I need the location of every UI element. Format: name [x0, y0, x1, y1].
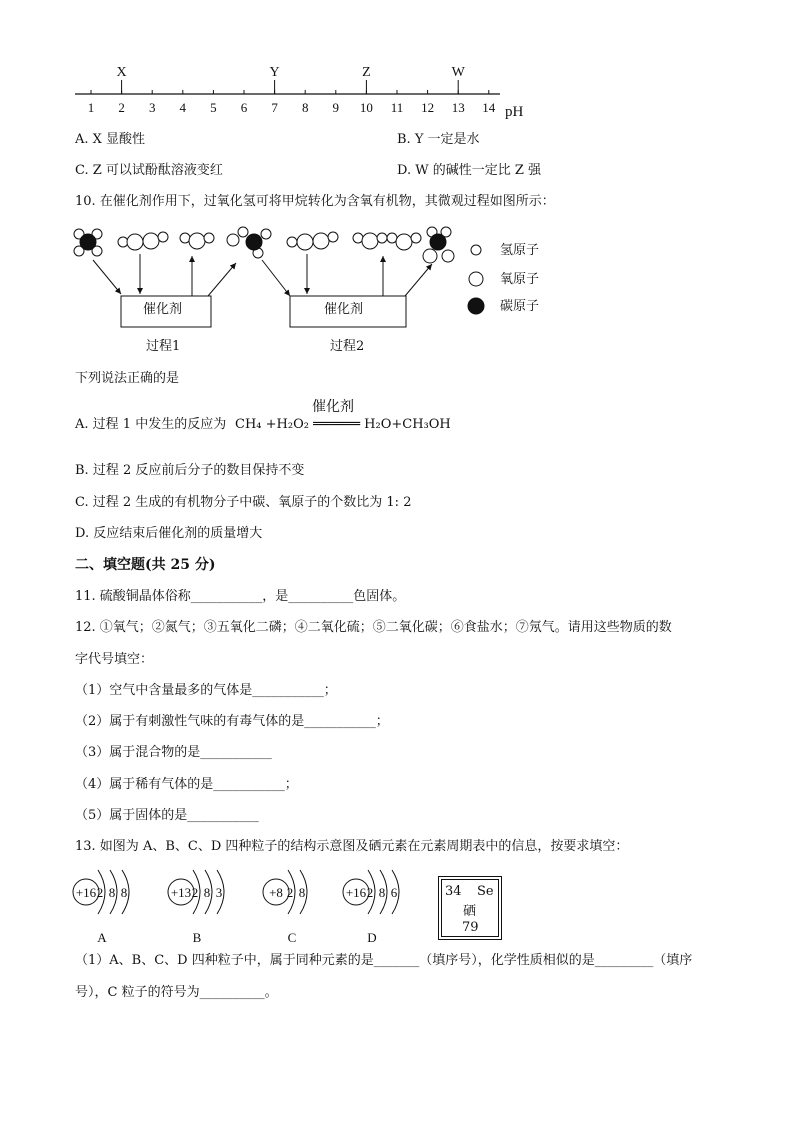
q12-item-1: （1）空气中含量最多的气体是___________；: [75, 683, 337, 698]
q10-stem: 10. 在催化剂作用下，过氧化氢可将甲烷转化为含氧有机物，其微观过程如图所示：: [75, 194, 555, 209]
q10-option-a: A. 过程 1 中发生的反应为: [75, 417, 227, 432]
ph-tick-label: 2: [118, 100, 125, 115]
q9-option-a: A. X 显酸性: [75, 132, 146, 147]
q10-option-c: C. 过程 2 生成的有机物分子中碳、氧原子的个数比为 1: 2: [75, 495, 412, 510]
q10-option-d: D. 反应结束后催化剂的质量增大: [75, 526, 263, 541]
q9-option-d: D. W 的碱性一定比 Z 强: [397, 163, 542, 178]
electron-count: 6: [390, 885, 398, 900]
electron-count: 2: [191, 885, 199, 900]
ph-tick-label: 4: [179, 100, 187, 115]
ph-tick-label: 3: [148, 100, 156, 115]
q10-option-b: B. 过程 2 反应前后分子的数目保持不变: [75, 463, 305, 478]
nucleus-charge: +16: [75, 885, 97, 900]
electron-count: 2: [286, 885, 294, 900]
ph-tick-label: 5: [210, 100, 217, 115]
electron-count: 8: [378, 885, 386, 900]
atomic-mass: 79: [462, 920, 479, 935]
arrow-methane-in: [93, 260, 121, 294]
particle-label: B: [192, 930, 202, 945]
particle-a: [73, 870, 129, 945]
methanol-molecule-1: [227, 227, 271, 258]
particle-label: A: [97, 930, 107, 945]
ph-tick-label: 11: [390, 100, 404, 115]
catalyst-label-1: 催化剂: [143, 302, 183, 317]
ph-tick-label: 10: [359, 100, 373, 115]
electron-count: 8: [108, 885, 116, 900]
formic-acid-molecule: [423, 227, 454, 263]
electron-count: 2: [96, 885, 104, 900]
option-a-equation: CH₄ +H₂O₂ ══════ H₂O+CH₃OH: [235, 417, 451, 432]
particle-label: C: [287, 930, 297, 945]
ph-marker-label-y: Y: [269, 65, 280, 80]
process-2-label: 过程2: [330, 339, 365, 354]
particle-b: [168, 870, 224, 945]
q10-question: 下列说法正确的是: [75, 371, 180, 386]
ph-tick-label: 6: [240, 100, 248, 115]
particle-diagrams: [0, 858, 794, 948]
oxygen-atom-icon: [469, 272, 483, 286]
q12-stem-line2: 字代号填空：: [75, 652, 154, 667]
ph-tick-label: 14: [482, 100, 496, 115]
electron-count: 8: [203, 885, 211, 900]
q11-text: 11. 硫酸铜晶体俗称___________，是__________色固体。: [75, 589, 406, 604]
particle-label: D: [367, 930, 377, 945]
q12-stem-line1: 12. ①氧气；②氮气；③五氧化二磷；④二氧化硫；⑤二氧化碳；⑥食盐水；⑦氖气。请用这些物质的数: [75, 620, 672, 635]
hydrogen-peroxide-molecule: [118, 232, 168, 250]
product-molecule: [387, 233, 421, 250]
electron-count: 2: [366, 885, 374, 900]
q12-item-3: （3）属于混合物的是___________: [75, 745, 272, 760]
ph-marker-label-w: W: [451, 65, 465, 80]
q13-sub1-line1: （1）A、B、C、D 四种粒子中，属于同种元素的是_______（填序号），化学性质相似的是_________（填序: [75, 953, 693, 968]
arrow-product-out: [405, 264, 432, 296]
arrow-methanol-in: [262, 260, 290, 296]
q12-item-2: （2）属于有刺激性气味的有毒气体的是___________；: [75, 714, 389, 729]
legend-hydrogen: 氢原子: [500, 243, 540, 258]
legend-oxygen: 氧原子: [500, 272, 540, 287]
option-a-condition: 催化剂: [312, 399, 354, 415]
q12-item-5: （5）属于固体的是___________: [75, 808, 259, 823]
particle-c: [263, 870, 307, 945]
selenium-element-card: [438, 876, 502, 940]
ph-tick-label: 9: [332, 100, 340, 115]
ph-scale: [0, 0, 794, 130]
q13-sub1-line2: 号），C 粒子的符号为__________。: [75, 985, 278, 1000]
electron-count: 3: [215, 885, 223, 900]
ph-tick-label: 13: [451, 100, 465, 115]
electron-count: 8: [120, 885, 128, 900]
ph-marker-label-x: X: [116, 65, 127, 80]
carbon-atom-icon: [468, 298, 484, 314]
ph-unit-label: pH: [505, 104, 524, 120]
ph-tick-label: 12: [421, 100, 435, 115]
ph-tick-label: 1: [87, 100, 95, 115]
catalyst-label-2: 催化剂: [324, 302, 364, 317]
ph-tick-label: 8: [301, 100, 309, 115]
water-molecule-1: [180, 233, 214, 249]
nucleus-charge: +13: [170, 885, 192, 900]
methane-molecule: [74, 229, 102, 256]
element-symbol: Se: [477, 884, 494, 899]
reaction-diagram: [0, 220, 794, 360]
hydrogen-atom-icon: [471, 245, 481, 255]
q9-option-c: C. Z 可以试酚酞溶液变红: [75, 163, 223, 178]
element-name: 硒: [463, 904, 477, 919]
nucleus-charge: +16: [345, 885, 367, 900]
electron-count: 8: [298, 885, 306, 900]
water-molecule-2: [353, 233, 387, 249]
particle-d: [343, 870, 399, 945]
q12-item-4: （4）属于稀有气体的是___________；: [75, 777, 298, 792]
q9-option-b: B. Y 一定是水: [397, 132, 480, 147]
legend-carbon: 碳原子: [500, 299, 540, 314]
hydrogen-peroxide-molecule-2: [287, 232, 338, 250]
arrow-methanol-out: [208, 263, 236, 296]
ph-tick-label: 7: [271, 100, 278, 115]
section-2-title: 二、填空题(共 25 分): [75, 557, 216, 573]
q13-stem: 13. 如图为 A、B、C、D 四种粒子的结构示意图及硒元素在元素周期表中的信息，按要求填空：: [75, 839, 629, 854]
ph-marker-label-z: Z: [362, 65, 371, 80]
process-1-label: 过程1: [146, 339, 181, 354]
nucleus-charge: +8: [269, 885, 283, 900]
atomic-number: 34: [445, 884, 462, 899]
